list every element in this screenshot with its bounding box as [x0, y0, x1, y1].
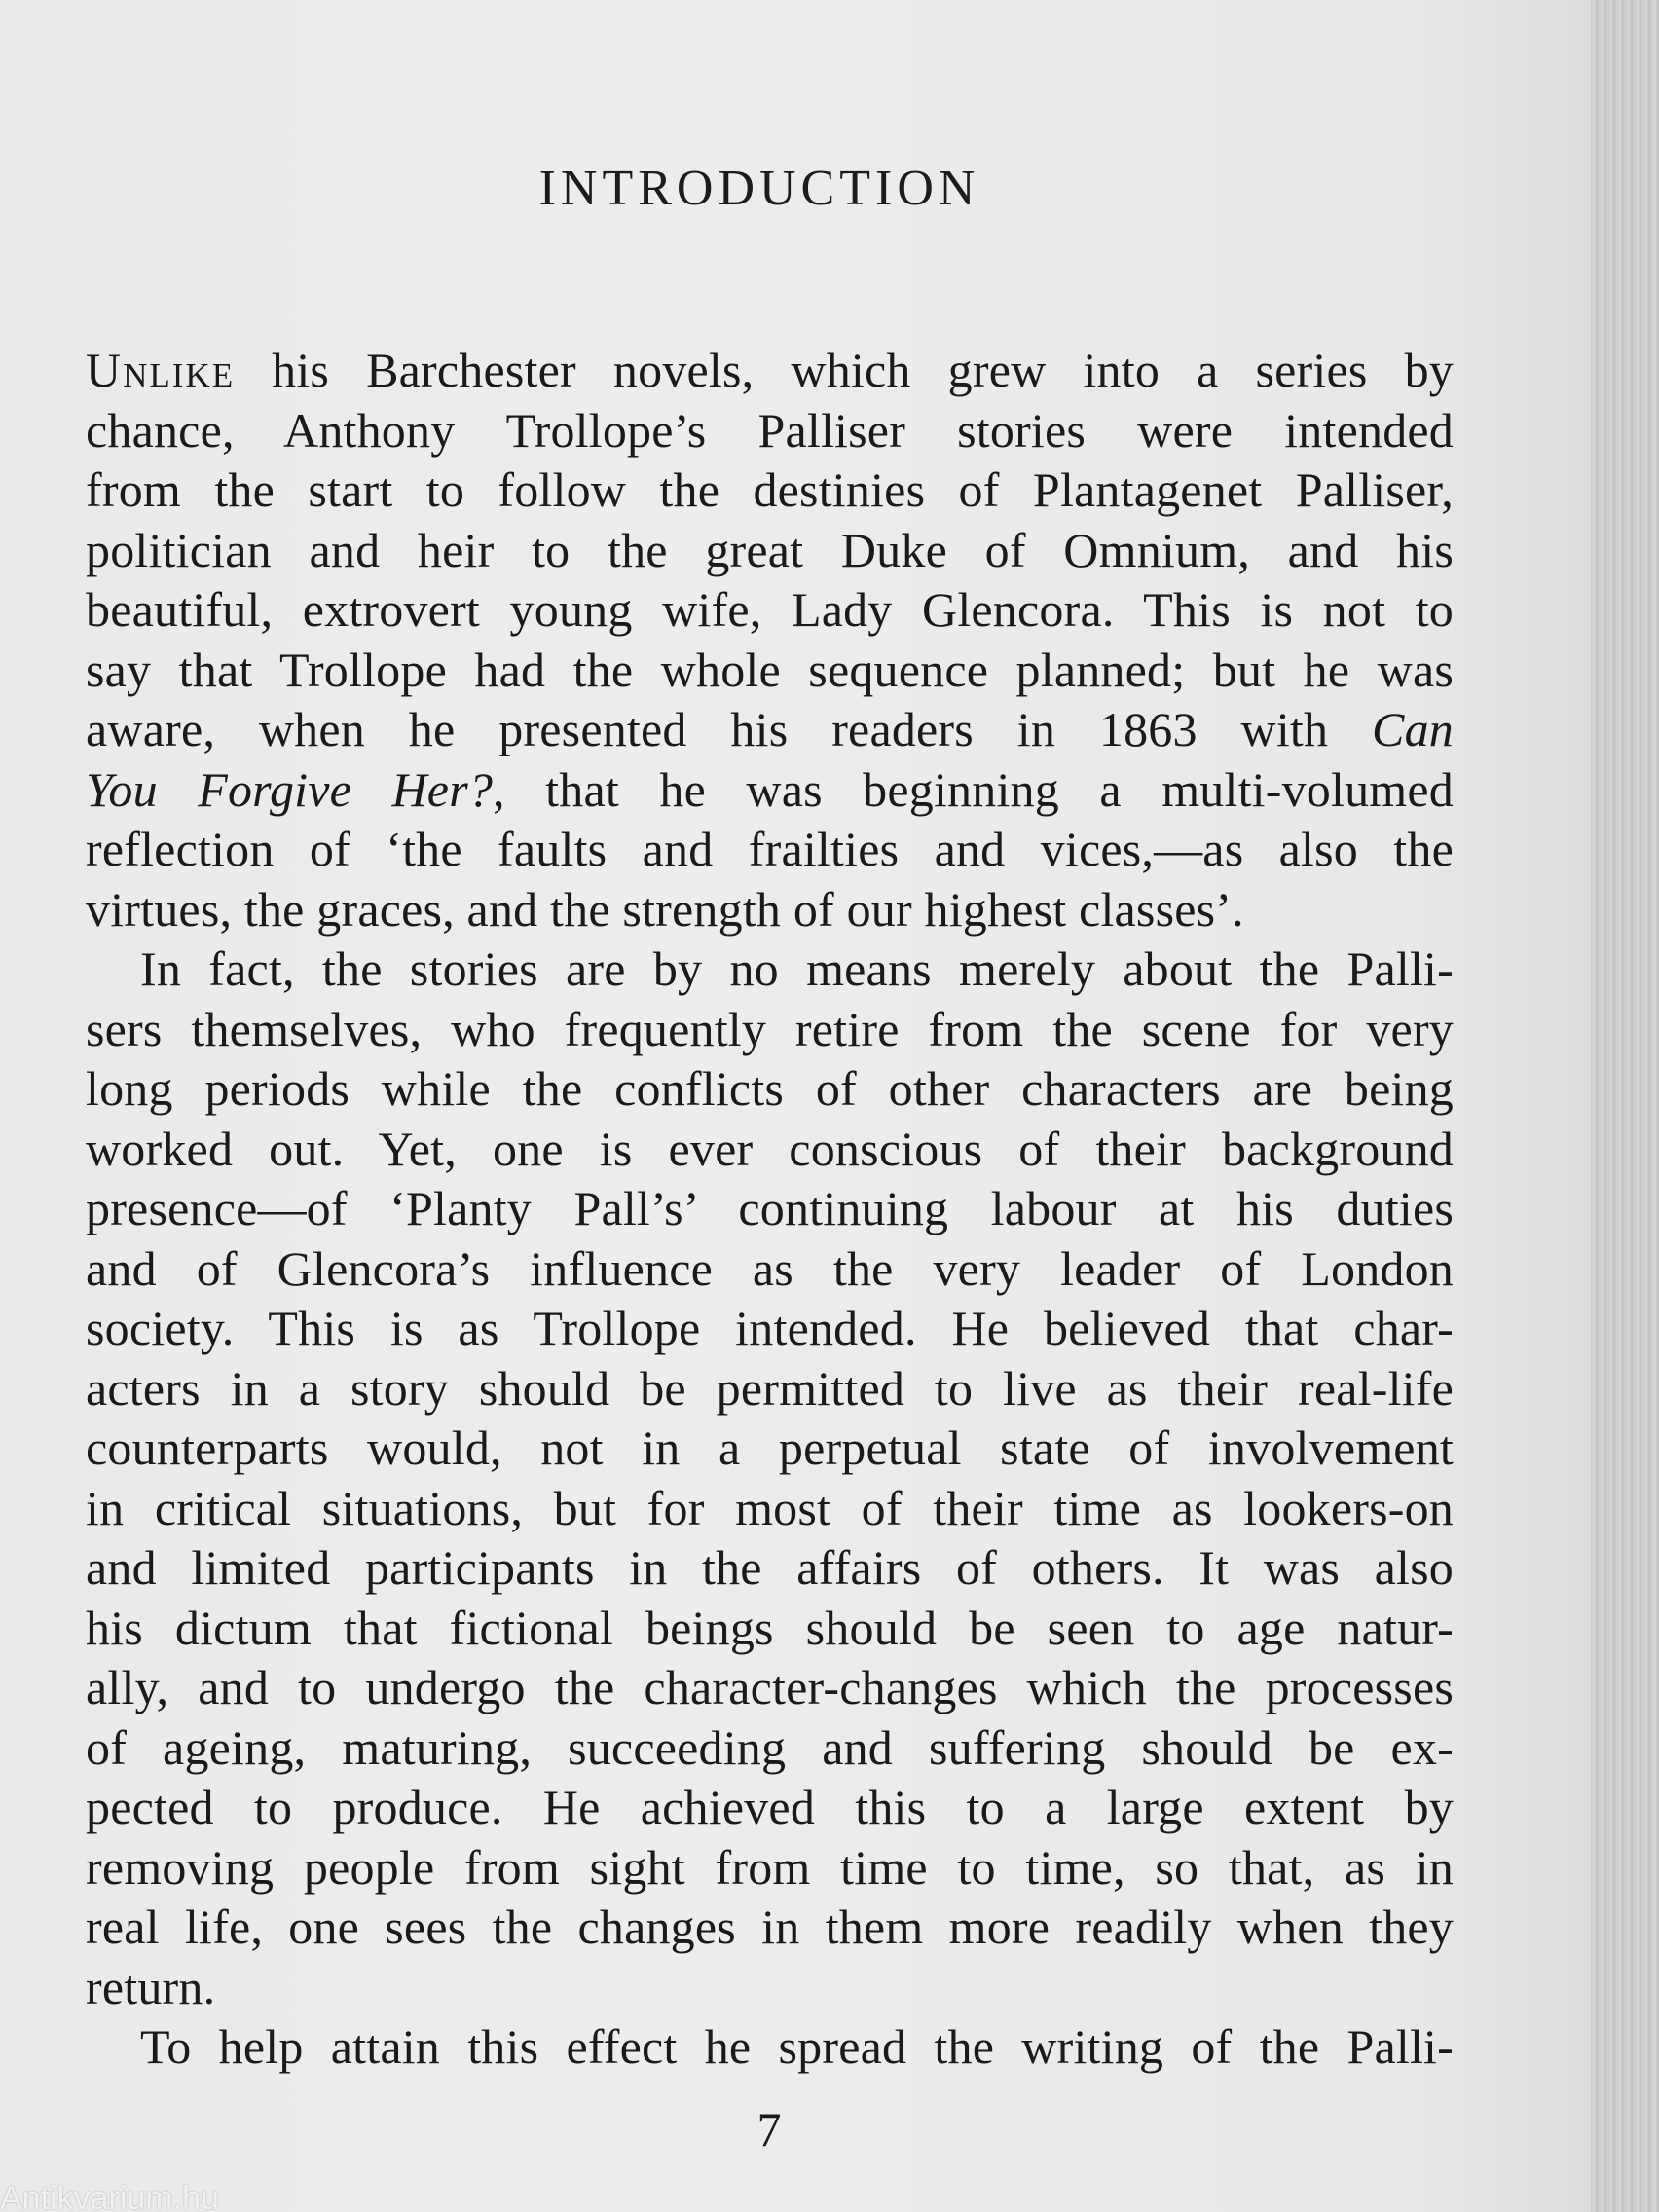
text-line: To help attain this effect he spread the writing of the Palli-: [140, 2019, 1454, 2074]
text-line: his dictum that fictional beings should be seen to age natur-: [86, 1600, 1454, 1655]
text-line: and limited participants in the affairs of others. It was also: [86, 1540, 1454, 1595]
page-heading: INTRODUCTION: [538, 161, 980, 216]
text-line: counterparts would, not in a perpetual state of involvement: [86, 1420, 1454, 1475]
text-line: aware, when he presented his readers in 1863 with Can: [86, 702, 1454, 756]
body-text: [86, 341, 1454, 2078]
text-line: In fact, the stories are by no means merely about the Palli-: [140, 941, 1454, 996]
page-edge-shadow: [1591, 0, 1659, 2212]
text-line: in critical situations, but for most of their time as lookers-on: [86, 1480, 1454, 1535]
text-line: society. This is as Trollope intended. He believed that char-: [86, 1301, 1454, 1355]
text-line: and of Glencora’s influence as the very leader of London: [86, 1240, 1454, 1296]
text-line: removing people from sight from time to time, so that, as in: [86, 1839, 1454, 1895]
text-line: reflection of ‘the faults and frailties and vices,—as also the: [86, 822, 1454, 876]
text-line: real life, one sees the changes in them more readily when they: [86, 1899, 1454, 1954]
page-number: 7: [756, 2102, 782, 2157]
text-line: long periods while the conflicts of other characters are being: [86, 1061, 1454, 1116]
text-line: politician and heir to the great Duke of Omnium, and his: [86, 522, 1454, 577]
text-line: You Forgive Her?, that he was beginning a multi-volumed: [86, 761, 1454, 817]
book-title-italic: You Forgive Her?: [86, 761, 494, 817]
text-line: Unlike his Barchester novels, which grew into a series by: [86, 343, 1454, 397]
text-line: virtues, the graces, and the strength of our highest classes’.: [86, 881, 1244, 937]
text-line: presence—of ‘Planty Pall’s’ continuing labour at his duties: [86, 1181, 1454, 1235]
text-line: ally, and to undergo the character-changes which the processes: [86, 1660, 1454, 1714]
small-caps-opening-word: Unlike: [86, 343, 236, 397]
text-line: chance, Anthony Trollope’s Palliser stories were intended: [86, 402, 1454, 458]
text-line: worked out. Yet, one is ever conscious of their background: [86, 1121, 1454, 1176]
text-line: beautiful, extrovert young wife, Lady Glencora. This is not to: [86, 582, 1454, 637]
text-line: say that Trollope had the whole sequence planned; but he was: [86, 642, 1454, 697]
text-line: return.: [86, 1959, 216, 2014]
text-line: acters in a story should be permitted to live as their real-life: [86, 1360, 1454, 1416]
text-line: pected to produce. He achieved this to a large extent by: [86, 1780, 1454, 1834]
watermark: Antikvarium.hu: [0, 2180, 219, 2212]
text-line: from the start to follow the destinies of Plantagenet Palliser,: [86, 462, 1454, 517]
book-title-italic: Can: [1372, 702, 1454, 756]
text-line: sers themselves, who frequently retire from the scene for very: [86, 1001, 1454, 1056]
text-line: of ageing, maturing, succeeding and suffering should be ex-: [86, 1719, 1454, 1775]
